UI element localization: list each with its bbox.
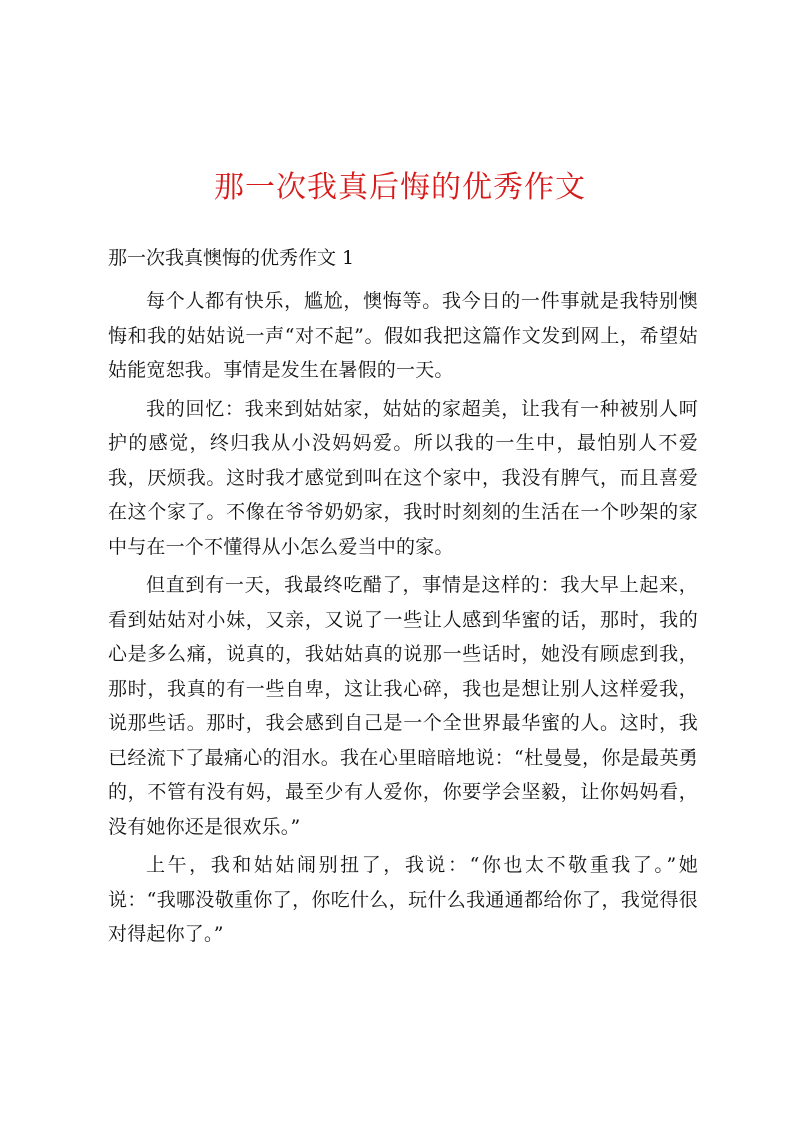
paragraph: 上午，我和姑姑闹别扭了，我说：“你也太不敬重我了。”她说：“我哪没敬重你了，你吃什么，玩什么我通通都给你了，我觉得很对得起你了。” [108,854,698,945]
document-subtitle: 那一次我真懊悔的优秀作文 1 [108,247,355,269]
paragraph: 每个人都有快乐，尴尬，懊悔等。我今日的一件事就是我特别懊悔和我的姑姑说一声“对不起”。假如我把这篇作文发到网上，希望姑姑能宽恕我。事情是发生在暑假的一天。 [108,290,698,381]
document-body [108,284,698,952]
document-title: 那一次我真后悔的优秀作文 [214,170,586,205]
paragraph: 我的回忆：我来到姑姑家，姑姑的家超美，让我有一种被别人呵护的感觉，终归我从小没妈妈爱。所以我的一生中，最怕别人不爱我，厌烦我。这时我才感觉到叫在这个家中，我没有脾气，而且喜爱在这个家了。不像在爷爷奶奶家，我时时刻刻的生活在一个吵架的家中与在一个不懂得从小怎么爱当中的家。 [108,397,698,558]
paragraph: 但直到有一天，我最终吃醋了，事情是这样的：我大早上起来，看到姑姑对小妹，又亲，又说了一些让人感到华蜜的话，那时，我的心是多么痛，说真的，我姑姑真的说那一些话时，她没有顾虑到我，那时，我真的有一些自卑，这让我心碎，我也是想让别人这样爱我，说那些话。那时，我会感到自己是一个全世界最华蜜的人。这时，我已经流下了最痛心的泪水。我在心里暗暗地说：“杜曼曼，你是最英勇的，不管有没有妈，最至少有人爱你，你要学会坚毅，让你妈妈看，没有她你还是很欢乐。” [108,574,698,838]
